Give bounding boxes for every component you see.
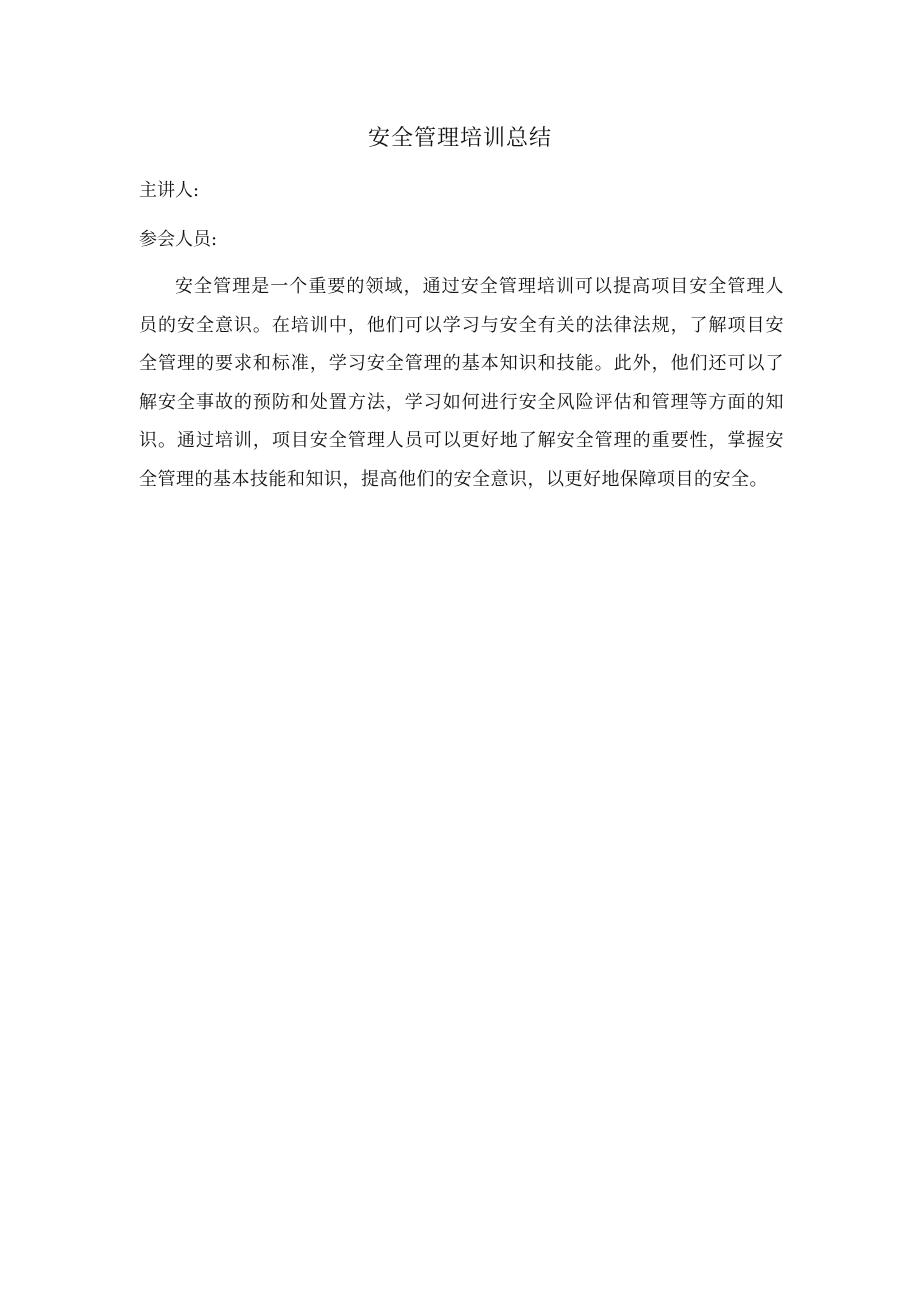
- attendees-label: 参会人员:: [139, 229, 218, 250]
- document-title: 安全管理培训总结: [367, 126, 552, 151]
- body-paragraph: 安全管理是一个重要的领域，通过安全管理培训可以提高项目安全管理人员的安全意识。在培训中，他们可以学习与安全有关的法律法规，了解项目安全管理的要求和标准，学习安全管理的基本知识和技能。此外，他们还可以了解安全事故的预防和处置方法，学习如何进行安全风险评估和管理等方面的知识。通过培训，项目安全管理人员可以更好地了解安全管理的重要性，掌握安全管理的基本技能和知识，提高他们的安全意识，以更好地保障项目的安全。: [139, 276, 784, 490]
- speaker-label: 主讲人:: [139, 180, 200, 201]
